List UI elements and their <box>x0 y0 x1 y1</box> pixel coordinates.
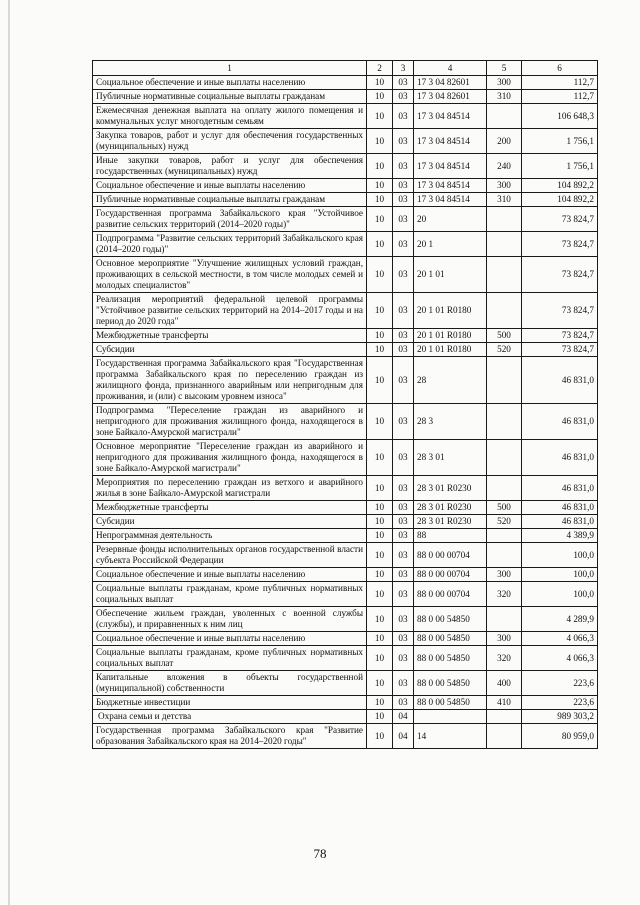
column-header: 3 <box>393 61 414 76</box>
row-amount: 46 831,0 <box>522 476 598 501</box>
row-name: Государственная программа Забайкальского края "Развитие образования Забайкальского края на 2014–2020 годы" <box>93 724 367 749</box>
table-row <box>93 404 598 440</box>
row-section: 10 <box>367 357 393 404</box>
row-expense-type: 300 <box>487 632 522 646</box>
row-amount: 112,7 <box>522 90 598 104</box>
row-expense-type: 500 <box>487 501 522 515</box>
row-name: Социальное обеспечение и иные выплаты населению <box>93 568 367 582</box>
table-row <box>93 646 598 671</box>
row-amount: 100,0 <box>522 568 598 582</box>
row-subsection: 03 <box>393 404 414 440</box>
table-row <box>93 104 598 129</box>
row-amount: 223,6 <box>522 696 598 710</box>
row-target-code: 88 0 00 54850 <box>414 607 487 632</box>
row-amount: 104 892,2 <box>522 193 598 207</box>
row-subsection: 03 <box>393 154 414 179</box>
row-subsection: 03 <box>393 568 414 582</box>
row-subsection: 03 <box>393 293 414 329</box>
row-name: Межбюджетные трансферты <box>93 501 367 515</box>
row-name: Мероприятия по переселению граждан из ветхого и аварийного жилья в зоне Байкало-Амурской магистрали <box>93 476 367 501</box>
row-expense-type: 300 <box>487 568 522 582</box>
row-subsection: 03 <box>393 329 414 343</box>
column-header: 5 <box>487 61 522 76</box>
row-section: 10 <box>367 193 393 207</box>
row-subsection: 03 <box>393 543 414 568</box>
row-name: Бюджетные инвестиции <box>93 696 367 710</box>
row-subsection: 03 <box>393 257 414 293</box>
row-target-code: 88 0 00 54850 <box>414 696 487 710</box>
row-section: 10 <box>367 515 393 529</box>
row-subsection: 03 <box>393 76 414 90</box>
column-header: 2 <box>367 61 393 76</box>
row-expense-type: 240 <box>487 154 522 179</box>
row-amount: 100,0 <box>522 543 598 568</box>
row-target-code: 28 3 01 <box>414 440 487 476</box>
table-row <box>93 632 598 646</box>
row-target-code: 17 3 04 84514 <box>414 179 487 193</box>
row-expense-type: 310 <box>487 90 522 104</box>
table-row <box>93 696 598 710</box>
table-row <box>93 193 598 207</box>
row-section: 10 <box>367 671 393 696</box>
row-subsection: 03 <box>393 104 414 129</box>
row-name: Государственная программа Забайкальского края "Устойчивое развитие сельских территорий (2014–2020 годы)" <box>93 207 367 232</box>
row-name: Резервные фонды исполнительных органов государственной власти субъекта Российской Федерации <box>93 543 367 568</box>
row-section: 10 <box>367 154 393 179</box>
row-section: 10 <box>367 607 393 632</box>
row-subsection: 03 <box>393 343 414 357</box>
table-row <box>93 343 598 357</box>
row-section: 10 <box>367 440 393 476</box>
table-row <box>93 476 598 501</box>
table-row <box>93 293 598 329</box>
table-row <box>93 90 598 104</box>
row-expense-type <box>487 257 522 293</box>
row-target-code: 88 0 00 54850 <box>414 632 487 646</box>
row-amount: 73 824,7 <box>522 207 598 232</box>
table-row <box>93 607 598 632</box>
table-row <box>93 154 598 179</box>
row-subsection: 03 <box>393 193 414 207</box>
row-expense-type <box>487 404 522 440</box>
row-section: 10 <box>367 104 393 129</box>
row-target-code: 28 3 01 R0230 <box>414 476 487 501</box>
row-amount: 73 824,7 <box>522 293 598 329</box>
row-name: Государственная программа Забайкальского края "Государственная программа Забайкальского края по переселению граждан из жилищного фонда, признанного аварийным или непригодным для проживания, и (или) с высоким уровнем износа" <box>93 357 367 404</box>
row-amount: 73 824,7 <box>522 343 598 357</box>
row-expense-type <box>487 232 522 257</box>
row-target-code: 88 0 00 00704 <box>414 543 487 568</box>
row-name: Публичные нормативные социальные выплаты гражданам <box>93 90 367 104</box>
row-amount: 106 648,3 <box>522 104 598 129</box>
row-section: 10 <box>367 529 393 543</box>
table-header-row <box>93 61 598 76</box>
row-section: 10 <box>367 696 393 710</box>
row-section: 10 <box>367 568 393 582</box>
column-header: 1 <box>93 61 367 76</box>
row-subsection: 03 <box>393 515 414 529</box>
row-amount: 73 824,7 <box>522 232 598 257</box>
row-subsection: 03 <box>393 476 414 501</box>
row-name: Капитальные вложения в объекты государственной (муниципальной) собственности <box>93 671 367 696</box>
table-row <box>93 440 598 476</box>
row-target-code: 20 1 01 R0180 <box>414 293 487 329</box>
row-subsection: 03 <box>393 632 414 646</box>
table-row <box>93 76 598 90</box>
row-expense-type: 400 <box>487 671 522 696</box>
budget-table <box>92 60 598 749</box>
row-target-code: 88 0 00 54850 <box>414 671 487 696</box>
row-subsection: 03 <box>393 129 414 154</box>
row-target-code: 88 0 00 00704 <box>414 568 487 582</box>
row-target-code: 14 <box>414 724 487 749</box>
row-expense-type <box>487 476 522 501</box>
row-expense-type <box>487 207 522 232</box>
row-expense-type: 320 <box>487 646 522 671</box>
row-amount: 73 824,7 <box>522 257 598 293</box>
row-amount: 46 831,0 <box>522 404 598 440</box>
row-name: Субсидии <box>93 343 367 357</box>
row-expense-type <box>487 710 522 724</box>
row-expense-type: 500 <box>487 329 522 343</box>
row-subsection: 03 <box>393 357 414 404</box>
row-section: 10 <box>367 582 393 607</box>
row-expense-type: 320 <box>487 582 522 607</box>
row-expense-type <box>487 543 522 568</box>
row-subsection: 03 <box>393 671 414 696</box>
row-subsection: 03 <box>393 90 414 104</box>
table-row <box>93 724 598 749</box>
row-target-code: 20 1 <box>414 232 487 257</box>
row-amount: 4 389,9 <box>522 529 598 543</box>
row-target-code: 88 0 00 00704 <box>414 582 487 607</box>
row-name: Субсидии <box>93 515 367 529</box>
row-amount: 4 289,9 <box>522 607 598 632</box>
row-subsection: 03 <box>393 529 414 543</box>
row-section: 10 <box>367 90 393 104</box>
row-subsection: 03 <box>393 646 414 671</box>
row-amount: 4 066,3 <box>522 632 598 646</box>
row-name: Ежемесячная денежная выплата на оплату жилого помещения и коммунальных услуг многодетным семьям <box>93 104 367 129</box>
row-amount: 1 756,1 <box>522 129 598 154</box>
row-name: Межбюджетные трансферты <box>93 329 367 343</box>
column-header: 4 <box>414 61 487 76</box>
row-name: Реализация мероприятий федеральной целевой программы "Устойчивое развитие сельских территорий на 2014–2017 годы и на период до 2020 года" <box>93 293 367 329</box>
row-expense-type <box>487 529 522 543</box>
row-name: Социальные выплаты гражданам, кроме публичных нормативных социальных выплат <box>93 582 367 607</box>
row-name: Обеспечение жильем граждан, уволенных с военной службы (службы), и приравненных к ним лиц <box>93 607 367 632</box>
row-section: 10 <box>367 543 393 568</box>
table-row <box>93 543 598 568</box>
table-row <box>93 357 598 404</box>
row-name: Подпрограмма "Переселение граждан из аварийного и непригодного для проживания жилищного фонда, находящегося в зоне Байкало-Амурской магистрали" <box>93 404 367 440</box>
row-target-code: 88 0 00 54850 <box>414 646 487 671</box>
table-row <box>93 207 598 232</box>
page-binding-edge <box>8 0 10 905</box>
row-section: 10 <box>367 501 393 515</box>
row-subsection: 04 <box>393 724 414 749</box>
row-section: 10 <box>367 293 393 329</box>
row-section: 10 <box>367 207 393 232</box>
row-target-code: 28 3 01 R0230 <box>414 515 487 529</box>
table-row <box>93 329 598 343</box>
row-section: 10 <box>367 329 393 343</box>
table-row <box>93 529 598 543</box>
row-target-code: 17 3 04 84514 <box>414 193 487 207</box>
row-section: 10 <box>367 710 393 724</box>
row-section: 10 <box>367 476 393 501</box>
row-amount: 4 066,3 <box>522 646 598 671</box>
row-amount: 46 831,0 <box>522 501 598 515</box>
table-row <box>93 179 598 193</box>
row-expense-type: 520 <box>487 343 522 357</box>
row-amount: 46 831,0 <box>522 357 598 404</box>
row-subsection: 03 <box>393 440 414 476</box>
table-row <box>93 568 598 582</box>
row-target-code: 17 3 04 84514 <box>414 154 487 179</box>
row-amount: 1 756,1 <box>522 154 598 179</box>
row-section: 10 <box>367 179 393 193</box>
row-expense-type <box>487 724 522 749</box>
row-target-code: 17 3 04 84514 <box>414 104 487 129</box>
row-target-code: 28 3 <box>414 404 487 440</box>
row-expense-type <box>487 607 522 632</box>
row-expense-type <box>487 293 522 329</box>
row-subsection: 04 <box>393 710 414 724</box>
row-section: 10 <box>367 404 393 440</box>
row-name: Социальное обеспечение и иные выплаты населению <box>93 632 367 646</box>
table-body <box>93 76 598 749</box>
table-row <box>93 515 598 529</box>
row-target-code: 28 3 01 R0230 <box>414 501 487 515</box>
row-section: 10 <box>367 232 393 257</box>
row-section: 10 <box>367 724 393 749</box>
row-target-code: 20 1 01 <box>414 257 487 293</box>
row-subsection: 03 <box>393 501 414 515</box>
row-subsection: 03 <box>393 207 414 232</box>
row-name: Социальное обеспечение и иные выплаты населению <box>93 179 367 193</box>
row-subsection: 03 <box>393 607 414 632</box>
row-amount: 46 831,0 <box>522 515 598 529</box>
row-target-code: 17 3 04 82601 <box>414 90 487 104</box>
table-row <box>93 129 598 154</box>
row-name: Основное мероприятие "Улучшение жилищных условий граждан, проживающих в сельской местности, в том числе молодых семей и молодых специалистов" <box>93 257 367 293</box>
row-amount: 223,6 <box>522 671 598 696</box>
row-subsection: 03 <box>393 232 414 257</box>
row-expense-type: 410 <box>487 696 522 710</box>
row-target-code: 20 <box>414 207 487 232</box>
row-name: Непрограммная деятельность <box>93 529 367 543</box>
row-target-code <box>414 710 487 724</box>
row-target-code: 28 <box>414 357 487 404</box>
row-name: Публичные нормативные социальные выплаты гражданам <box>93 193 367 207</box>
row-target-code: 17 3 04 84514 <box>414 129 487 154</box>
row-section: 10 <box>367 257 393 293</box>
row-name: Иные закупки товаров, работ и услуг для обеспечения государственных (муниципальных) нужд <box>93 154 367 179</box>
row-subsection: 03 <box>393 696 414 710</box>
row-expense-type: 200 <box>487 129 522 154</box>
table-row <box>93 257 598 293</box>
row-name: Подпрограмма "Развитие сельских территорий Забайкальского края (2014–2020 годы)" <box>93 232 367 257</box>
row-target-code: 88 <box>414 529 487 543</box>
row-amount: 46 831,0 <box>522 440 598 476</box>
row-target-code: 20 1 01 R0180 <box>414 329 487 343</box>
page-number: 78 <box>313 846 327 861</box>
column-header: 6 <box>522 61 598 76</box>
row-subsection: 03 <box>393 179 414 193</box>
row-name: Закупка товаров, работ и услуг для обеспечения государственных (муниципальных) нужд <box>93 129 367 154</box>
row-target-code: 17 3 04 82601 <box>414 76 487 90</box>
row-amount: 112,7 <box>522 76 598 90</box>
row-name: Охрана семьи и детства <box>93 710 367 724</box>
row-section: 10 <box>367 343 393 357</box>
row-expense-type <box>487 440 522 476</box>
row-target-code: 20 1 01 R0180 <box>414 343 487 357</box>
table-row <box>93 501 598 515</box>
row-section: 10 <box>367 646 393 671</box>
row-amount: 989 303,2 <box>522 710 598 724</box>
row-name: Социальные выплаты гражданам, кроме публичных нормативных социальных выплат <box>93 646 367 671</box>
row-expense-type: 300 <box>487 179 522 193</box>
row-amount: 80 959,0 <box>522 724 598 749</box>
row-section: 10 <box>367 76 393 90</box>
row-expense-type: 300 <box>487 76 522 90</box>
table-row <box>93 232 598 257</box>
row-expense-type: 310 <box>487 193 522 207</box>
table-row <box>93 710 598 724</box>
table-row <box>93 582 598 607</box>
row-name: Социальное обеспечение и иные выплаты населению <box>93 76 367 90</box>
row-name: Основное мероприятие "Переселение граждан из аварийного и непригодного для проживания жилищного фонда, находящегося в зоне Байкало-Амурской магистрали" <box>93 440 367 476</box>
row-expense-type <box>487 357 522 404</box>
table-row <box>93 671 598 696</box>
row-expense-type <box>487 104 522 129</box>
row-amount: 104 892,2 <box>522 179 598 193</box>
row-section: 10 <box>367 632 393 646</box>
row-expense-type: 520 <box>487 515 522 529</box>
row-amount: 73 824,7 <box>522 329 598 343</box>
row-section: 10 <box>367 129 393 154</box>
row-subsection: 03 <box>393 582 414 607</box>
row-amount: 100,0 <box>522 582 598 607</box>
